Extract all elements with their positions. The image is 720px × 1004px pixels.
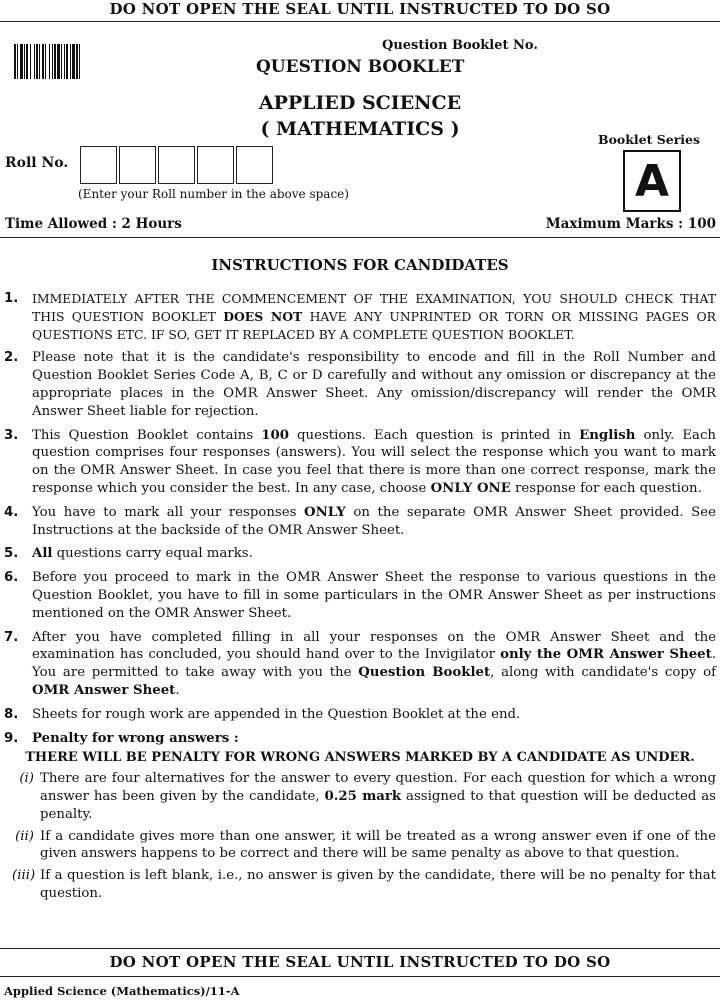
instruction-item — [4, 569, 716, 622]
item-number: 6. — [4, 570, 19, 586]
time-allowed: Time Allowed : 2 Hours — [5, 216, 182, 232]
instruction-item — [4, 427, 716, 498]
bottom-seal-banner: DO NOT OPEN THE SEAL UNTIL INSTRUCTED TO DO SO — [109, 953, 611, 971]
divider — [0, 948, 720, 949]
item-number: 8. — [4, 706, 19, 722]
penalty-item — [12, 867, 716, 903]
item-number: 2. — [4, 350, 19, 366]
divider — [0, 976, 720, 977]
item-number: 3. — [4, 427, 19, 443]
booklet-number-label: Question Booklet No. — [382, 38, 538, 53]
maximum-marks: Maximum Marks : 100 — [545, 216, 716, 232]
penalty-heading: THERE WILL BE PENALTY FOR WRONG ANSWERS MARKED BY A CANDIDATE AS UNDER. — [25, 750, 695, 766]
booklet-series-box: A — [623, 150, 681, 212]
instruction-item — [4, 629, 716, 700]
divider — [0, 237, 720, 238]
instruction-text: Sheets for rough work are appended in the Question Booklet at the end. — [32, 706, 521, 722]
subject-title: APPLIED SCIENCE — [258, 92, 462, 114]
instruction-text: Penalty for wrong answers : — [32, 730, 239, 746]
instruction-item — [4, 504, 716, 540]
instruction-text: IMMEDIATELY AFTER THE COMMENCEMENT OF THE EXAMINATION, YOU SHOULD CHECK THAT THIS QUESTION BOOKLET DOES NOT HAVE ANY UNPRINTED OR TORN OR MISSING PAGES OR QUESTIONS ETC. IF SO, GET IT REPLACED BY A COMPLETE QUESTION BOOKLET. — [32, 291, 716, 342]
page-footer: Applied Science (Mathematics)/11-A — [4, 984, 240, 998]
barcode-image — [14, 44, 142, 79]
instruction-item — [4, 290, 716, 343]
booklet-series-label: Booklet Series — [598, 132, 701, 147]
roll-number-boxes[interactable] — [80, 146, 275, 184]
instruction-item — [4, 706, 716, 724]
item-number: 9. — [4, 730, 19, 746]
penalty-item — [12, 828, 716, 864]
penalty-text: There are four alternatives for the answer to every question. For each question for which a wrong answer has been given by the candidate, 0.25 mark assigned to that question will be deducted as penalty. — [40, 771, 717, 822]
penalty-item — [12, 770, 716, 823]
roll-digit-box[interactable] — [119, 146, 156, 184]
booklet-title: QUESTION BOOKLET — [256, 57, 465, 77]
roll-number-label: Roll No. — [5, 155, 69, 171]
instruction-text: Please note that it is the candidate's responsibility to encode and fill in the Roll Number and Question Booklet Series Code A, B, C or D carefully and without any omission or discrepancy at the appropriate places in the OMR Answer Sheet. Any omission/discrepancy will render the OMR Answer Sheet liable for rejection. — [32, 350, 716, 419]
instructions-title: INSTRUCTIONS FOR CANDIDATES — [211, 256, 509, 274]
instruction-item — [4, 349, 716, 420]
item-number: 7. — [4, 629, 19, 645]
item-number: 4. — [4, 504, 19, 520]
roll-digit-box[interactable] — [158, 146, 195, 184]
subject-subtitle: ( MATHEMATICS ) — [260, 118, 460, 140]
instruction-text: This Question Booklet contains 100 questions. Each question is printed in English only. Each question comprises four responses (answers). You will select the response which you want to mark on the OMR Answer Sheet. In case you feel that there is more than one correct response, mark the response which you consider the best. In any case, choose ONLY ONE response for each question. — [32, 427, 716, 496]
instruction-item — [4, 545, 716, 563]
divider — [0, 21, 720, 22]
roll-digit-box[interactable] — [197, 146, 234, 184]
roll-digit-box[interactable] — [236, 146, 273, 184]
instructions-list — [4, 290, 716, 903]
item-number: (ii) — [15, 828, 34, 844]
top-seal-banner: DO NOT OPEN THE SEAL UNTIL INSTRUCTED TO DO SO — [109, 0, 611, 18]
penalty-text: If a question is left blank, i.e., no answer is given by the candidate, there will be no penalty for that question. — [40, 868, 716, 901]
item-number: (i) — [19, 771, 34, 787]
instruction-text: All questions carry equal marks. — [32, 546, 253, 562]
item-number: (iii) — [12, 868, 36, 884]
instruction-text: Before you proceed to mark in the OMR Answer Sheet the response to various questions in the Question Booklet, you have to fill in some particulars in the OMR Answer Sheet as per instructions mentioned on the OMR Answer Sheet. — [32, 570, 716, 621]
item-number: 5. — [4, 546, 19, 562]
item-number: 1. — [4, 291, 19, 306]
instruction-item — [4, 730, 716, 748]
instruction-text: You have to mark all your responses ONLY on the separate OMR Answer Sheet provided. See Instructions at the backside of the OMR Answer Sheet. — [32, 504, 716, 538]
roll-digit-box[interactable] — [80, 146, 117, 184]
roll-number-hint: (Enter your Roll number in the above space) — [78, 187, 349, 201]
penalty-text: If a candidate gives more than one answer, it will be treated as a wrong answer even if one of the given answers happens to be correct and there will be same penalty as above to that question. — [40, 828, 716, 862]
instruction-text: After you have completed filling in all your responses on the OMR Answer Sheet and the examination has concluded, you should hand over to the Invigilator only the OMR Answer Sheet. You are permitted to take away with you the Question Booklet, along with candidate's copy of OMR Answer Sheet. — [32, 629, 717, 698]
